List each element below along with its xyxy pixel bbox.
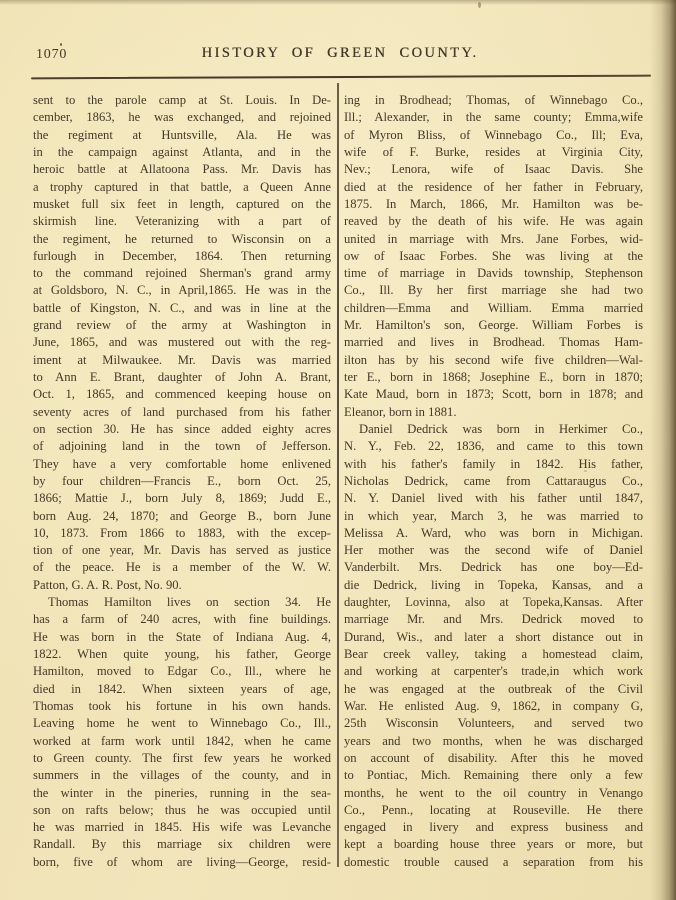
scan-top-shadow (0, 0, 676, 5)
text-line: Co., Penn., locating at Rouseville. He there (344, 802, 643, 817)
text-line: N. Y. Daniel lived with his father until 1847, (344, 491, 643, 506)
text-line: kept a boarding house three years or more, but (344, 837, 643, 852)
text-line: Melissa A. Ward, who was born in Michigan. (344, 525, 643, 540)
text-line: ing in Brodhead; Thomas, of Winnebago Co., (344, 93, 643, 107)
text-line: in the campaign against Atlanta, and in the (33, 144, 331, 159)
text-line: with his father's family in 1842. His father, (344, 456, 643, 471)
text-line: heroic battle at Allatoona Pass. Mr. Davis has (33, 162, 331, 177)
text-line: son on rafts below; thus he was occupied until (33, 802, 331, 817)
text-line: die Dedrick, living in Topeka, Kansas, and a (344, 577, 643, 592)
text-line: worked at farm work until 1842, when he came (33, 733, 331, 748)
text-line: Patton, G. A. R. Post, No. 90. (33, 577, 182, 592)
text-line: married and lives in Brodhead. Thomas Ham- (344, 335, 643, 350)
text-column-right (344, 92, 643, 871)
text-line: They have a very comfortable home enlivened (33, 456, 331, 471)
text-line: seventy acres of land purchased from his father (33, 404, 331, 419)
text-line: 1866; Mattie J., born July 8, 1869; Judd E., (33, 491, 331, 506)
text-line: the winter in the pineries, running in the sea- (33, 785, 331, 800)
text-line: by four children—Francis E., born Oct. 25, (33, 473, 331, 488)
text-line: 1822. When quite young, his father, George (33, 647, 331, 661)
text-line: musket full six feet in length, captured on the (33, 196, 331, 211)
column-divider (337, 83, 339, 867)
text-line: to Ann E. Brant, daughter of John A. Brant, (33, 370, 331, 384)
text-line: ow of Isaac Forbes. She was living at the (344, 248, 643, 263)
text-line: united in marriage with Mrs. Jane Forbes, wid- (344, 231, 643, 246)
text-line: summers in the villages of the county, and in (33, 768, 331, 783)
text-line: Thomas took his fortune in his own hands. (33, 698, 331, 713)
text-line: furlough in December, 1864. Then returning (33, 248, 331, 263)
text-line: daughter, Lovinna, also at Topeka,Kansas. After (344, 595, 643, 610)
text-line: Vanderbilt. Mrs. Dedrick has one boy—Ed- (344, 560, 643, 575)
text-line: Ill.; Alexander, in the same county; Emma,wife (344, 110, 643, 125)
text-line: to Pontiac, Mich. Remaining there only a few (344, 768, 643, 783)
text-line: Hamilton, moved to Edgar Co., Ill., where he (33, 664, 331, 679)
text-line: a trophy captured in that battle, a Queen Anne (33, 179, 331, 194)
text-line: Her mother was the second wife of Daniel (344, 543, 643, 558)
page-number: 1070 (36, 47, 68, 62)
text-line: 25th Wisconsin Volunteers, and served two (344, 716, 643, 731)
text-line: has a farm of 240 acres, with fine buildings. (33, 612, 331, 627)
text-line: War. He enlisted Aug. 9, 1862, in company G, (344, 698, 643, 713)
text-line: on account of disability. After this he moved (344, 750, 643, 765)
text-line: born, five of whom are living—George, resid- (33, 854, 331, 869)
text-line: He was born in the State of Indiana Aug. 4, (33, 629, 331, 644)
text-line: skirmish line. Veteranizing with a part of (33, 214, 331, 229)
text-line: Kate Maud, born in 1873; Scott, born in 1878; and (344, 387, 643, 402)
text-line: born Aug. 24, 1870; and George B., born June (33, 508, 331, 523)
text-line: June, 1865, and was mustered out with the reg- (33, 335, 331, 350)
text-line: at Goldsboro, N. C., in April,1865. He was in the (33, 283, 331, 298)
text-line: in which year, March 3, he was married to (344, 508, 643, 523)
text-line: to the command rejoined Sherman's grand army (33, 266, 331, 281)
text-line: sent to the parole camp at St. Louis. In De- (33, 93, 331, 107)
text-line: battle of Kingston, N. C., and was in line at the (33, 300, 331, 315)
running-head: HISTORY OF GREEN COUNTY. (201, 45, 479, 61)
header-rule (31, 75, 651, 80)
ink-speck (478, 2, 481, 8)
text-line: 10, 1873. From 1866 to 1883, with the excep- (33, 525, 331, 540)
text-line: months, he went to the oil country in Venango (344, 785, 643, 800)
text-line: years and two months, when he was discharged (344, 733, 643, 748)
text-line: N. Y., Feb. 22, 1836, and came to this town (344, 439, 643, 454)
text-line: the regiment, he returned to Wisconsin on a (33, 231, 331, 246)
text-line: Nev.; Lenora, wife of Isaac Davis. She (344, 162, 643, 177)
text-line: Nicholas Dedrick, came from Cattaraugus Co., (344, 473, 643, 488)
text-line: the regiment at Huntsville, Ala. He was (33, 127, 331, 142)
text-line: of Myron Bliss, of Winnebago Co., Ill; Eva, (344, 127, 643, 142)
text-line: Oct. 1, 1865, and commenced keeping house on (33, 387, 331, 402)
text-line: grand review of the army at Washington in (33, 318, 331, 333)
text-line: Thomas Hamilton lives on section 34. He (48, 595, 331, 610)
text-line: tion of one year, Mr. Davis has served as justice (33, 543, 331, 558)
text-line: Eleanor, born in 1881. (344, 404, 457, 419)
text-line: Randall. By this marriage six children were (33, 837, 331, 852)
text-line: cember, 1863, he was exchanged, and rejoined (33, 110, 331, 125)
text-line: wife of F. Burke, resides at Virginia City, (344, 144, 643, 159)
text-line: engaged in livery and express business and (344, 820, 643, 835)
text-line: of the peace. He is a member of the W. W. (33, 560, 331, 575)
text-line: time of marriage in Davids township, Stephenson (344, 266, 643, 281)
text-line: to Green county. The first few years he worked (33, 750, 331, 765)
text-line: domestic trouble caused a separation from his (344, 854, 643, 869)
text-line: ilton has by his second wife five children—Wal- (344, 352, 643, 367)
text-line: reaved by the death of his wife. He was again (344, 214, 643, 229)
text-line: ter E., born in 1868; Josephine E., born in 1870; (344, 370, 643, 384)
text-line: on section 30. He has since added eighty acres (33, 421, 331, 436)
text-line: 1875. In March, 1866, Mr. Hamilton was be- (344, 196, 643, 211)
page-edge-shadow (650, 0, 676, 900)
text-line: children—Emma and William. Emma married (344, 300, 643, 315)
text-column-left (33, 92, 331, 871)
text-line: Leaving home he went to Winnebago Co., Ill., (33, 716, 331, 731)
text-line: he was engaged at the outbreak of the Civil (344, 681, 643, 696)
text-line: of adjoining land in the town of Jefferson. (33, 439, 331, 454)
text-line: died at the residence of her father in February, (344, 179, 643, 194)
text-line: marriage Mr. and Mrs. Dedrick moved to (344, 612, 643, 627)
text-line: iment at Milwaukee. Mr. Davis was married (33, 352, 331, 367)
text-line: and working at carpenter's trade,in which work (344, 664, 643, 679)
text-line: Co., Ill. By her first marriage she had two (344, 283, 643, 298)
text-line: Bear creek valley, taking a homestead claim, (344, 647, 643, 661)
text-line: died in 1842. When sixteen years of age, (33, 681, 331, 696)
text-line: Durand, Wis., and later a short distance out in (344, 629, 643, 644)
text-line: he was married in 1845. His wife was Levanche (33, 820, 331, 835)
text-line: Daniel Dedrick was born in Herkimer Co., (359, 421, 643, 436)
text-line: Mr. Hamilton's son, George. William Forbes is (344, 318, 643, 333)
